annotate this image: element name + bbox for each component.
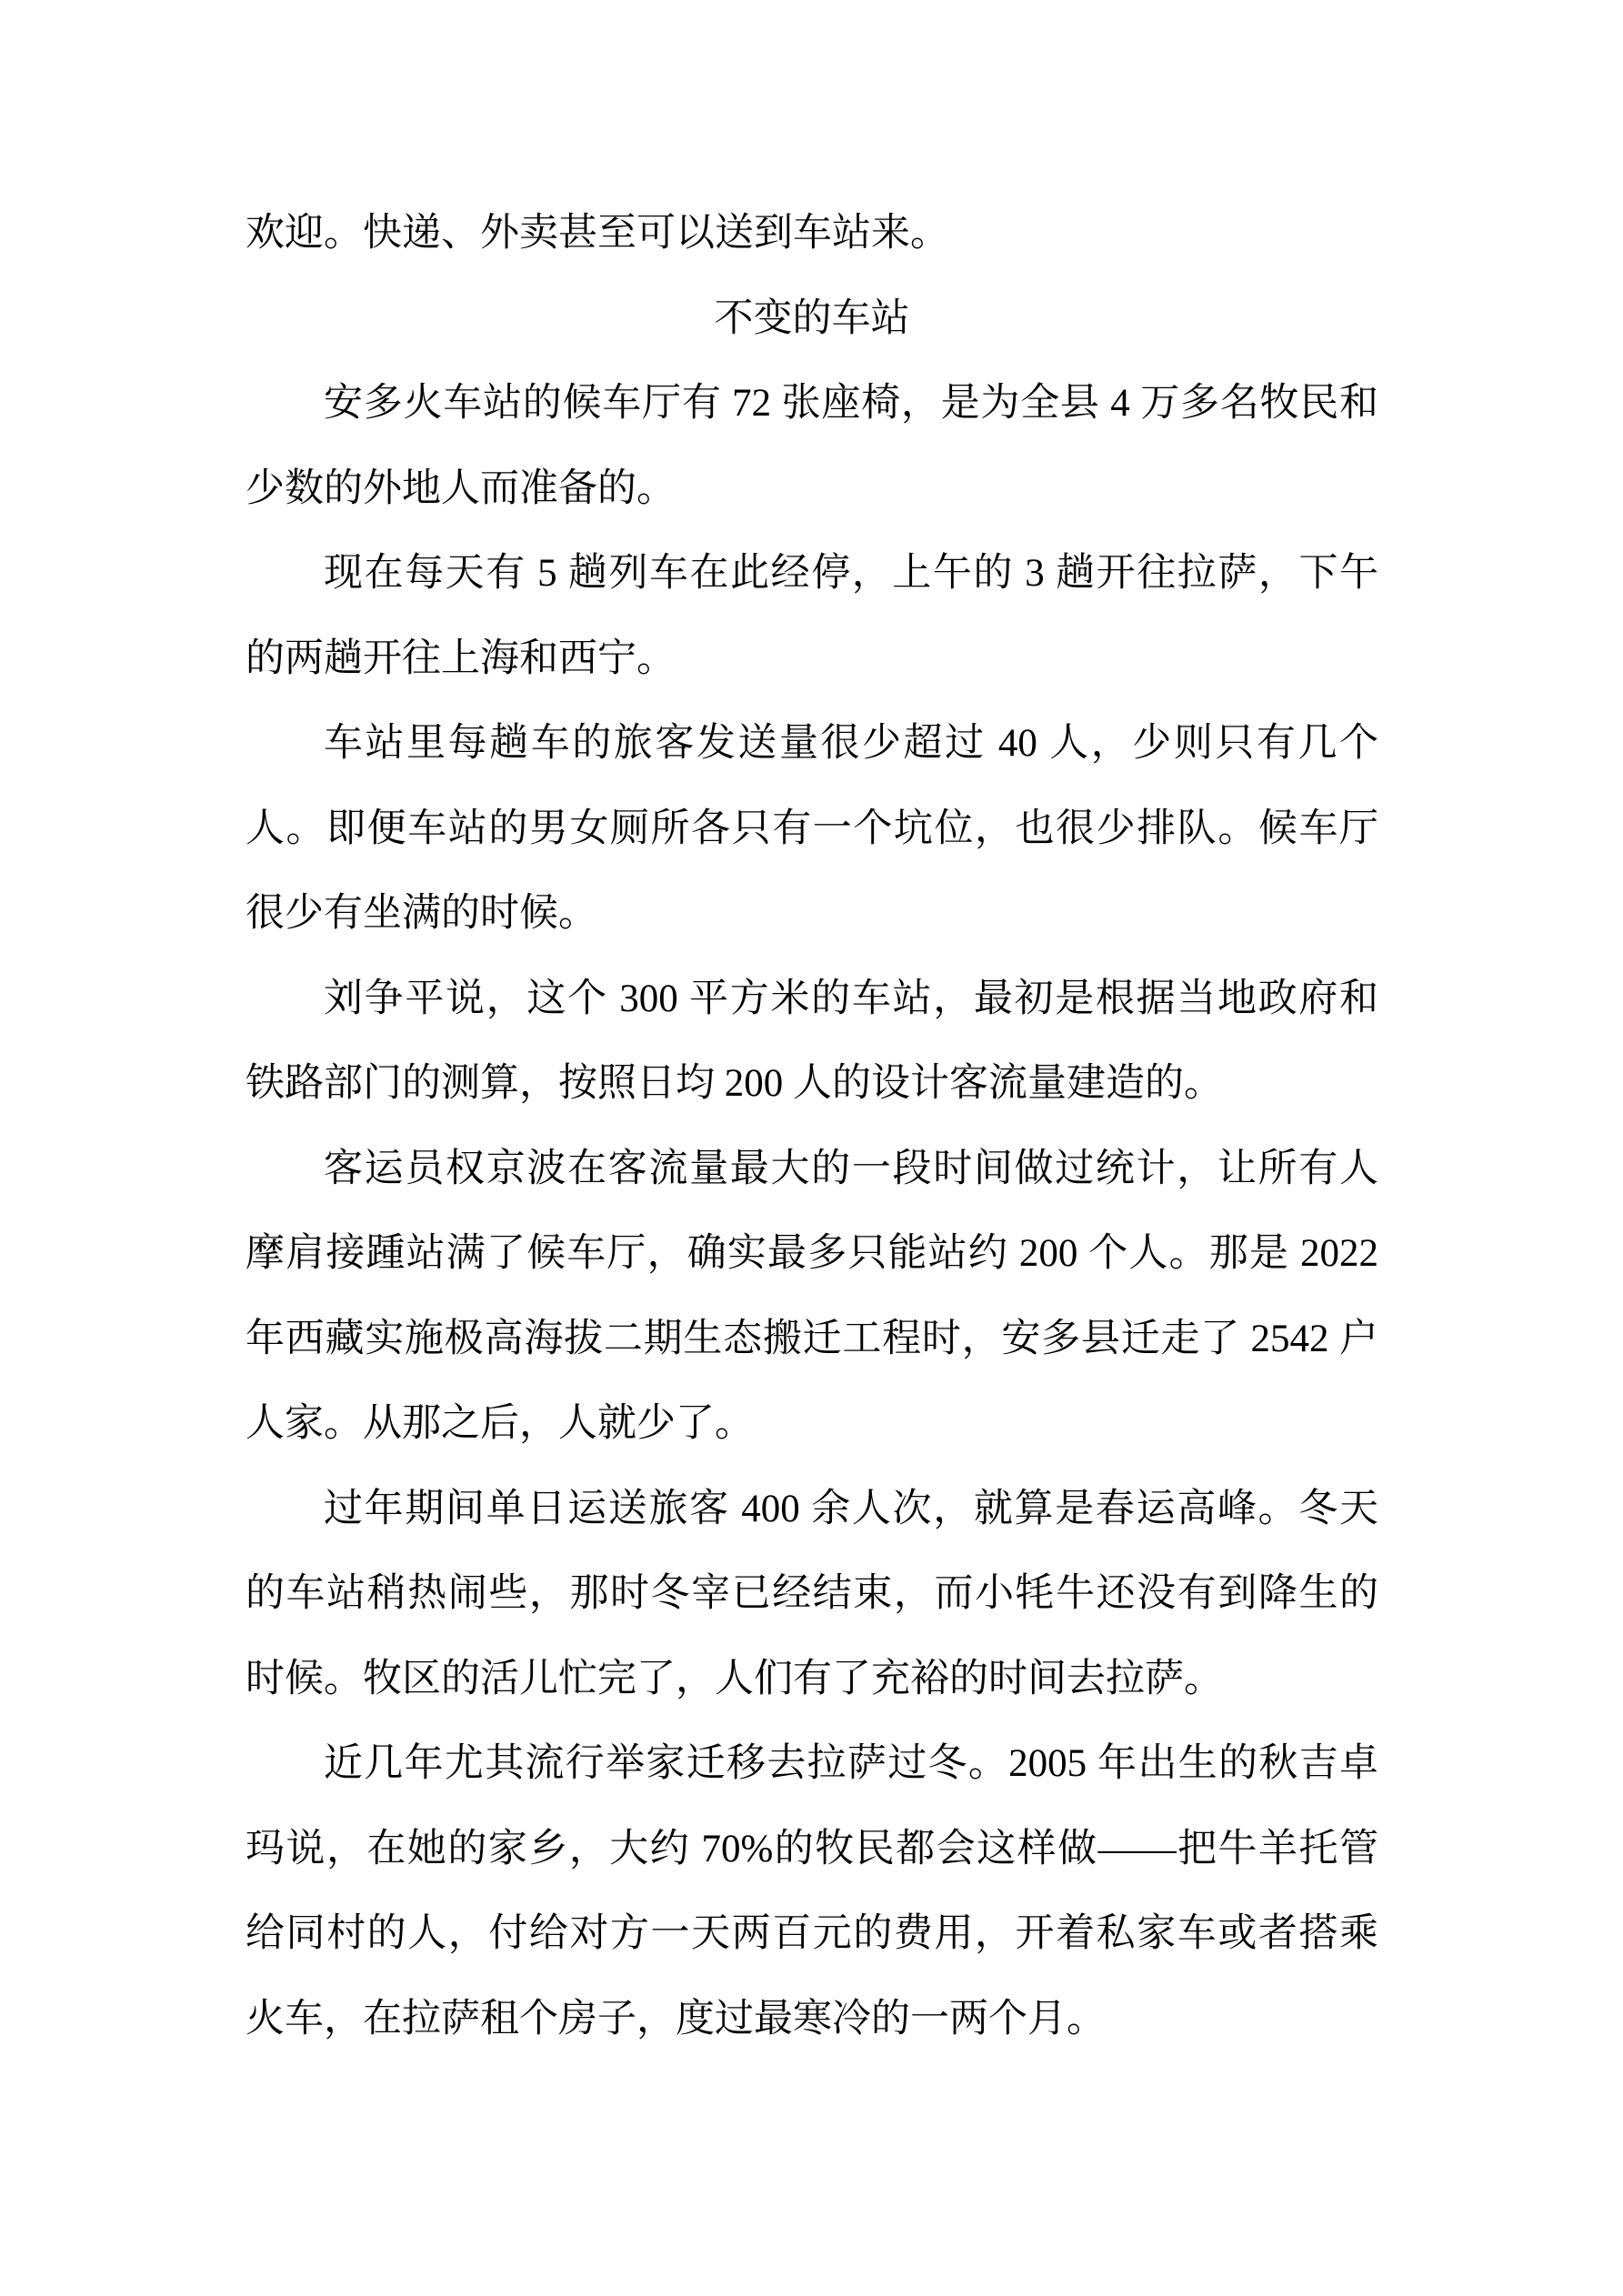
paragraph: 近几年尤其流行举家迁移去拉萨过冬。2005 年出生的秋吉卓玛说，在她的家乡，大约 70%的牧民都会这样做——把牛羊托管给同村的人，付给对方一天两百元的费用，开着私家车或者搭乘火车，在拉萨租个房子，度过最寒冷的一两个月。 xyxy=(245,1742,1378,2040)
paragraph: 刘争平说，这个 300 平方米的车站，最初是根据当地政府和铁路部门的测算，按照日均 200 人的设计客流量建造的。 xyxy=(245,977,1378,1105)
paragraph-continuation: 欢迎。快递、外卖甚至可以送到车站来。 xyxy=(245,212,949,255)
paragraph: 客运员权京波在客流量最大的一段时间做过统计，让所有人摩肩接踵站满了候车厅，确实最多只能站约 200 个人。那是 2022 年西藏实施极高海拔二期生态搬迁工程时，安多县迁走了 2542 户人家。从那之后，人就少了。 xyxy=(245,1147,1378,1445)
paragraph: 车站里每趟车的旅客发送量很少超过 40 人，少则只有几个人。即便车站的男女厕所各只有一个坑位，也很少排队。候车厅很少有坐满的时候。 xyxy=(245,722,1378,935)
section-title: 不变的车站 xyxy=(714,296,910,340)
document-body xyxy=(245,191,1378,2061)
paragraph: 安多火车站的候车厅有 72 张座椅，是为全县 4 万多名牧民和少数的外地人而准备的。 xyxy=(245,382,1378,510)
paragraph: 过年期间单日运送旅客 400 余人次，就算是春运高峰。冬天的车站稍热闹些，那时冬宰已经结束，而小牦牛还没有到降生的时候。牧区的活儿忙完了，人们有了充裕的时间去拉萨。 xyxy=(245,1487,1378,1700)
paragraph: 现在每天有 5 趟列车在此经停，上午的 3 趟开往拉萨，下午的两趟开往上海和西宁。 xyxy=(245,552,1378,680)
